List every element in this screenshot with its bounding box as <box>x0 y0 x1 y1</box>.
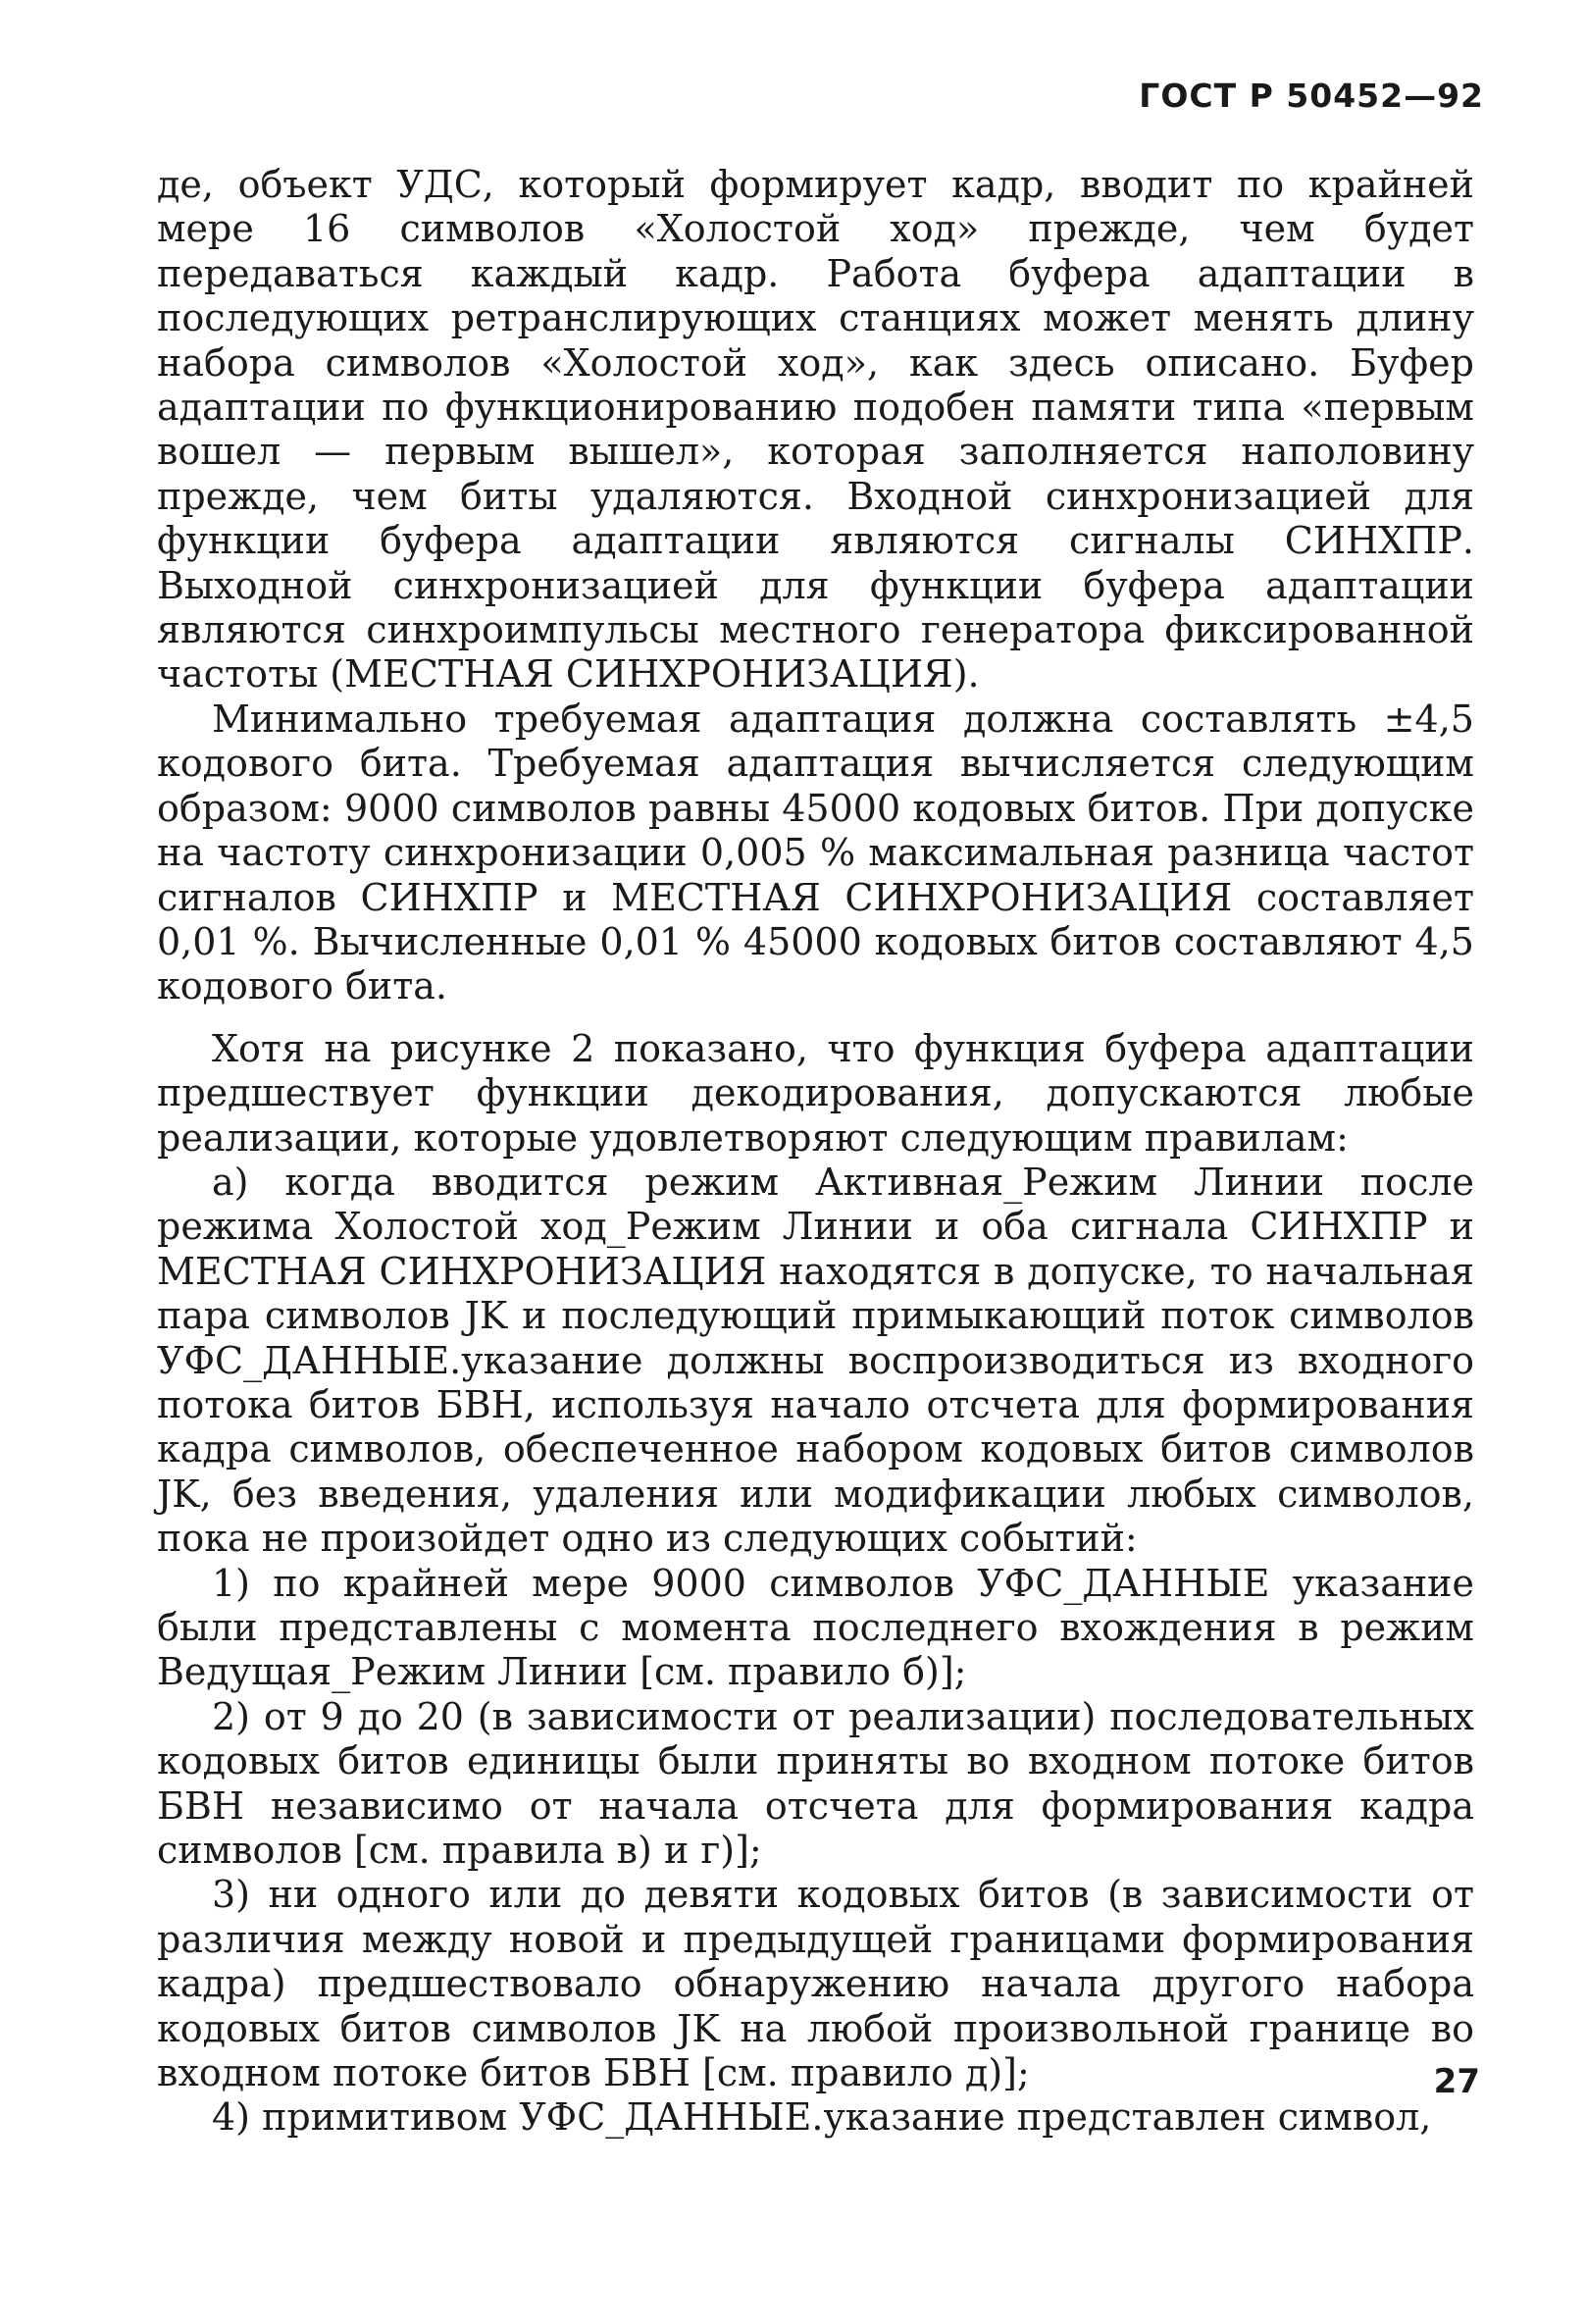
body-text <box>157 163 1474 2141</box>
rule-a-event-1: 1) по крайней мере 9000 символов УФС_ДАННЫЕ указание были представлены с момента последнего вхождения в режим Ведущая_Режим Линии [см. правило б)]; <box>157 1561 1474 1694</box>
rule-a-event-2: 2) от 9 до 20 (в зависимости от реализации) последовательных кодовых битов единицы были приняты во входном потоке битов БВН независимо от начала отсчета для формирования кадра символов [см. правила в) и г)]; <box>157 1694 1474 1873</box>
rule-a: а) когда вводится режим Активная_Режим Линии после режима Холостой ход_Режим Линии и оба сигнала СИНХПР и МЕСТНАЯ СИНХРОНИЗАЦИЯ находятся в допуске, то начальная пара символов JK и последующий примыкающий поток символов УФС_ДАННЫЕ.указание должны воспроизводиться из входного потока битов БВН, используя начало отсчета для формирования кадра символов, обеспеченное набором кодовых битов символов JK, без введения, удаления или модификации любых символов, пока не произойдет одно из следующих событий: <box>157 1160 1474 1561</box>
paragraph-adaptation: Минимально требуемая адаптация должна составлять ±4,5 кодового бита. Требуемая адаптация вычисляется следующим образом: 9000 символов равны 45000 кодовых битов. При допуске на частоту синхронизации 0,005 % максимальная разница частот сигналов СИНХПР и МЕСТНАЯ СИНХРОНИЗАЦИЯ составляет 0,01 %. Вычисленные 0,01 % 45000 кодовых битов составляют 4,5 кодового бита. <box>157 697 1474 1008</box>
document-header: ГОСТ Р 50452—92 <box>1139 77 1484 115</box>
rule-a-event-4: 4) примитивом УФС_ДАННЫЕ.указание представлен символ, <box>212 2095 1432 2140</box>
paragraph-rules-intro: Хотя на рисунке 2 показано, что функция буфера адаптации предшествует функции декодирования, допускаются любые реализации, которые удовлетворяют следующим правилам: <box>157 1026 1474 1160</box>
rule-a-event-3: 3) ни одного или до девяти кодовых битов (в зависимости от различия между новой и предыдущей границами формирования кадра) предшествовало обнаружению начала другого набора кодовых битов символов JK на любой произвольной границе во входном потоке битов БВН [см. правило д)]; <box>157 1873 1474 2095</box>
paragraph-continuation: де, объект УДС, который формирует кадр, вводит по крайней мере 16 символов «Холостой ход» прежде, чем будет передаваться каждый кадр. Работа буфера адаптации в последующих ретранслирующих станциях может менять длину набора символов «Холостой ход», как здесь описано. Буфер адаптации по функционированию подобен памяти типа «первым вошел — первым вышел», которая заполняется наполовину прежде, чем биты удаляются. Входной синхронизацией для функции буфера адаптации являются сигналы СИНХПР. Выходной синхронизацией для функции буфера адаптации являются синхроимпульсы местного генератора фиксированной частоты (МЕСТНАЯ СИНХРОНИЗАЦИЯ). <box>157 163 1474 697</box>
page-number: 27 <box>1433 2062 1480 2101</box>
